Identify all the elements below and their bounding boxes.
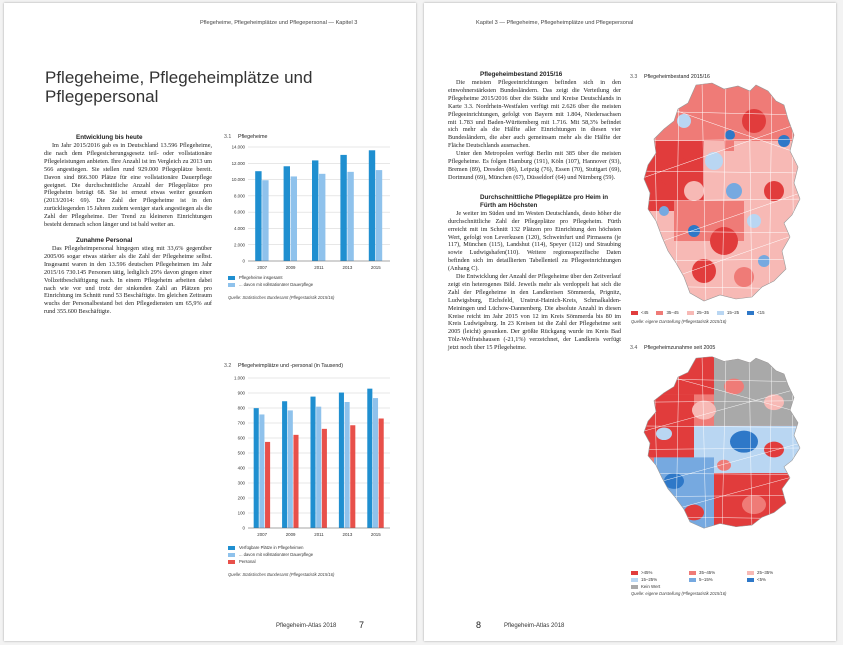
- y-tick-label: 2.000: [234, 242, 245, 248]
- legend-swatch: [631, 585, 638, 589]
- y-tick-label: 8.000: [234, 193, 245, 199]
- legend-swatch: [228, 560, 235, 564]
- legend-swatch: [689, 571, 696, 575]
- bar: [291, 176, 297, 261]
- legend-label: 25–35: [696, 310, 709, 315]
- legend-label: 25–35%: [757, 570, 774, 575]
- x-tick-label: 2009: [285, 532, 296, 537]
- left-text-column: [44, 134, 212, 316]
- map-title: 3.4 Pflegeheimzunahme seit 2005: [630, 345, 716, 351]
- section-heading: Zunahme Personal: [76, 236, 133, 244]
- y-tick-label: 0: [242, 258, 245, 264]
- legend-swatch: [631, 578, 638, 582]
- y-tick-label: 0: [242, 525, 245, 531]
- bar: [322, 429, 327, 528]
- legend-label: 35–45: [666, 310, 679, 315]
- y-tick-label: 400: [237, 465, 245, 471]
- x-tick-label: 2013: [342, 265, 353, 270]
- footer-text: Pflegeheim-Atlas 2018: [276, 623, 337, 629]
- bar: [262, 180, 268, 261]
- map-legend: [631, 309, 811, 316]
- legend-swatch: [228, 283, 235, 287]
- x-tick-label: 2015: [370, 265, 381, 270]
- y-tick-label: 4.000: [234, 226, 245, 232]
- bar-chart-plaetze-personal: [226, 374, 396, 540]
- left-page: [4, 3, 416, 641]
- legend-label: Verfügbare Plätze in Pflegeheimen: [239, 545, 304, 550]
- y-tick-label: 6.000: [234, 209, 245, 215]
- bar: [367, 389, 372, 528]
- legend-label: Pflegeheime insgesamt: [239, 275, 283, 280]
- body-paragraph: Im Jahr 2015/2016 gab es in Deutschland 13.596 Pflegeheime, die nach dem Pflegesicherungsgesetz teil- oder vollstationäre Pflegeleistungen anbieten. Ihre Anzahl ist im Vergleich zu 2013 um 566 angestiegen. Sie stellen rund 929.000 Pflegeplätze bereit. Davon sind 866.300 Plätze für eine vollstationäre Dauerpflege geeignet. Die durchschnittliche Anzahl der Pflegeplätze pro Pflegeheim beträgt 68. Sie ist erneut etwas weiter gesunken (2013/2014: 69). Die Zahl der Pflegeheime ist in den zurückliegenden 15 Jahren zudem weniger stark angestiegen als die Zahl der Pflegeheime. Der Trend zu kleineren Einrichtungen besteht demnach schon länger und ist bald weiter an.: [44, 142, 212, 229]
- y-tick-label: 500: [237, 450, 245, 456]
- y-tick-label: 300: [237, 480, 245, 486]
- legend-swatch: [631, 311, 638, 315]
- map-source: Quelle: eigene Darstellung (Pflegestatistik 2015/16): [631, 319, 727, 324]
- x-tick-label: 2011: [314, 532, 324, 537]
- bar: [293, 435, 298, 528]
- y-tick-label: 800: [237, 405, 245, 411]
- bar: [254, 408, 259, 528]
- x-tick-label: 2007: [257, 265, 268, 270]
- legend-label: 15–25%: [641, 577, 658, 582]
- legend-swatch: [228, 553, 235, 557]
- legend-swatch: [656, 311, 663, 315]
- legend-label: 15–25: [726, 310, 740, 315]
- x-tick-label: 2015: [370, 532, 381, 537]
- y-tick-label: 10.000: [231, 177, 245, 183]
- map-title: 3.3 Pflegeheimbestand 2015/16: [630, 74, 710, 80]
- y-tick-label: 100: [237, 510, 245, 516]
- page-number: 7: [359, 620, 365, 630]
- legend-label: >45%: [641, 570, 653, 575]
- footer-text: Pflegeheim-Atlas 2018: [504, 623, 565, 629]
- bar: [282, 401, 287, 528]
- choropleth-map-pflegeheimzunahme: [634, 355, 806, 533]
- legend-label: 35–45%: [699, 570, 716, 575]
- map-regions: [634, 355, 806, 533]
- bar: [255, 171, 261, 261]
- bar: [259, 414, 264, 528]
- legend-swatch: [687, 311, 694, 315]
- y-tick-label: 200: [237, 495, 245, 501]
- legend-swatch: [747, 571, 754, 575]
- bar: [319, 174, 325, 261]
- legend-swatch: [689, 578, 696, 582]
- figure-title: 3.1 Pflegeheime: [224, 134, 268, 140]
- body-paragraph: Die Entwicklung der Anzahl der Pflegeheime über den Zeitverlauf zeigt ein heterogenes Bild. Jeweils mehr als verdoppelt hat sich die Zahl der Pflegeheime in den Landkreisen Sömmerda, Prignitz, Ludwigsburg, Eichsfeld, Unstrut-Hainich-Kreis, Schmalkalden-Meiningen und Lüchow-Dannenberg. Die absolute Anzahl in diesen Kreise reicht im Jahr 2015 von 12 im Kreis Sömmerda bis 80 im Kreis Ludwigsburg. In 23 Kreisen ist die Zahl der Pflegeheime seit 2005 (leicht) gesunken. Der größte Rückgang wurde im Kreis Bad Tölz-Wolfratshausen (-21,1%) verzeichnet, der Landkreis verfügt jetzt noch über 15 Pflegeheime.: [448, 273, 621, 352]
- legend-label: ... davon mit vollstationärer Dauerpflege: [239, 282, 314, 287]
- legend-label: Kein Wert: [641, 584, 661, 589]
- legend-label: Personal: [239, 559, 256, 564]
- bar: [310, 397, 315, 528]
- bar: [316, 407, 321, 528]
- bar: [347, 172, 353, 261]
- bar: [369, 150, 375, 261]
- body-paragraph: Die meisten Pflegeeinrichtungen befinden sich in den einwohnerstärksten Bundesländern. Das zeigt die Verteilung der Pflegeheime 2015/2016 über die Städte und Kreise Deutschlands in Karte 3.3. Nordrhein-Westfalen verfügt mit 2.626 über die meisten Pflegeeinrichtungen, gefolgt von Bayern mit 1.804, Niedersachsen mit 1.783 und Baden-Württemberg mit 1.716. Mit 58,3% befindet sich mehr als die Hälfte aller Einrichtungen in diesen vier Bundesländern, die aber auch gemeinsam mehr als die Hälfte der Fläche Deutschlands ausmachen.: [448, 79, 621, 150]
- section-heading: Pflegeheimbestand 2015/16: [480, 71, 563, 78]
- legend-swatch: [717, 311, 724, 315]
- right-text-column: [448, 71, 621, 352]
- y-tick-label: 14.000: [231, 144, 245, 150]
- legend-label: 5–15%: [699, 577, 713, 582]
- x-tick-label: 2013: [342, 532, 353, 537]
- map-regions: [634, 81, 806, 307]
- chart-legend: [228, 544, 313, 565]
- y-tick-label: 900: [237, 390, 245, 396]
- legend-swatch: [747, 578, 754, 582]
- y-tick-label: 1.000: [234, 375, 245, 381]
- running-head: Kapitel 3 — Pflegeheime, Pflegeheimplätze und Pflegepersonal: [476, 20, 634, 26]
- figure-source: Quelle: Statistisches Bundesamt (Pflegestatistik 2015/16): [228, 572, 335, 577]
- legend-label: <45: [641, 310, 649, 315]
- chart-legend: [228, 274, 313, 288]
- x-tick-label: 2011: [314, 265, 324, 270]
- bar: [284, 166, 290, 261]
- body-paragraph: Unter den Metropolen verfügt Berlin mit 385 über die meisten Pflegeheime. Es folgen Hamburg (191), Köln (107), Hannover (93), Bremen (89), Dresden (86), Leipzig (76), Essen (70), Stuttgart (69), Dortmund (69), München (67), Düsseldorf (64) und Nürnberg (59).: [448, 150, 621, 181]
- bar: [288, 410, 293, 528]
- y-tick-label: 700: [237, 420, 245, 426]
- map-legend: [631, 569, 811, 590]
- y-tick-label: 12.000: [231, 160, 245, 166]
- x-tick-label: 2009: [285, 265, 296, 270]
- bar: [376, 170, 382, 261]
- body-paragraph: Je weiter im Süden und im Westen Deutschlands, desto höher die durchschnittliche Zahl der Pflegeplätze pro Pflegeheim. Fürth erreicht mit im Schnitt 132 Plätzen pro Einrichtung den höchsten Wert, gefolgt von Leverkusen (120), Schweinfurt und Pirmasens (je 117), München (115), Landshut (114), Speyer (112) und Straubing sowie Ludwigshafen(110). Weitere regionsspezifische Daten befinden sich im detaillierten Tabellenteil zu Pflegeeinrichtungen (Anhang C).: [448, 209, 621, 273]
- bar: [350, 425, 355, 528]
- bar: [373, 398, 378, 528]
- bar-chart-pflegeheime: [226, 143, 396, 273]
- y-tick-label: 600: [237, 435, 245, 441]
- map-source: Quelle: eigene Darstellung (Pflegestatistik 2015/16): [631, 591, 727, 596]
- page-title: Pflegeheime, Pflegeheimplätze und Pflegepersonal: [45, 68, 313, 106]
- right-page: [424, 3, 836, 641]
- bar: [339, 393, 344, 528]
- figure-title: 3.2 Pflegeheimplätze und -personal (in Tausend): [224, 363, 344, 369]
- legend-label: ... davon mit vollstationärer Dauerpflege: [239, 552, 314, 557]
- legend-label: <5%: [757, 577, 766, 582]
- section-heading: Durchschnittliche Pflegeplätze pro Heim in Fürth am Höchsten: [480, 193, 609, 209]
- running-head: Pflegeheime, Pflegeheimplätze und Pflegepersonal — Kapitel 3: [200, 20, 358, 26]
- legend-swatch: [228, 546, 235, 550]
- x-tick-label: 2007: [257, 532, 268, 537]
- legend-swatch: [228, 276, 235, 280]
- legend-label: <15: [757, 310, 765, 315]
- body-paragraph: Das Pflegeheimpersonal hingegen stieg mit 33,6% gegenüber 2005/06 sogar etwas stärker als die Zahl der Pflegeheime selbst. Insgesamt waren in den 13.596 deutschen Pflegeheimen im Jahr 2015/16 730.145 Personen tätig, lediglich 29% davon gingen einer Vollzeitbeschäftigung nach. In einem Pflegeheim arbeiten dabei nach wie vor und trotz der sinkenden Zahl an Plätzen pro Einrichtung im Schnitt rund 53 Beschäftigte. Im gleichen Zeitraum wuchs der Personalbestand bei den Pflegediensten um 65,9% auf rund 355.600 Beschäftigte.: [44, 244, 212, 316]
- bar: [312, 160, 318, 261]
- legend-swatch: [747, 311, 754, 315]
- page-number: 8: [476, 620, 482, 630]
- legend-swatch: [631, 571, 638, 575]
- bar: [265, 442, 270, 528]
- bar: [340, 155, 346, 261]
- bar: [345, 402, 350, 528]
- figure-source: Quelle: Statistisches Bundesamt (Pflegestatistik 2015/16): [228, 295, 335, 300]
- choropleth-map-pflegeheimbestand: [634, 81, 806, 307]
- bar: [379, 419, 384, 529]
- section-heading: Entwicklung bis heute: [76, 134, 143, 141]
